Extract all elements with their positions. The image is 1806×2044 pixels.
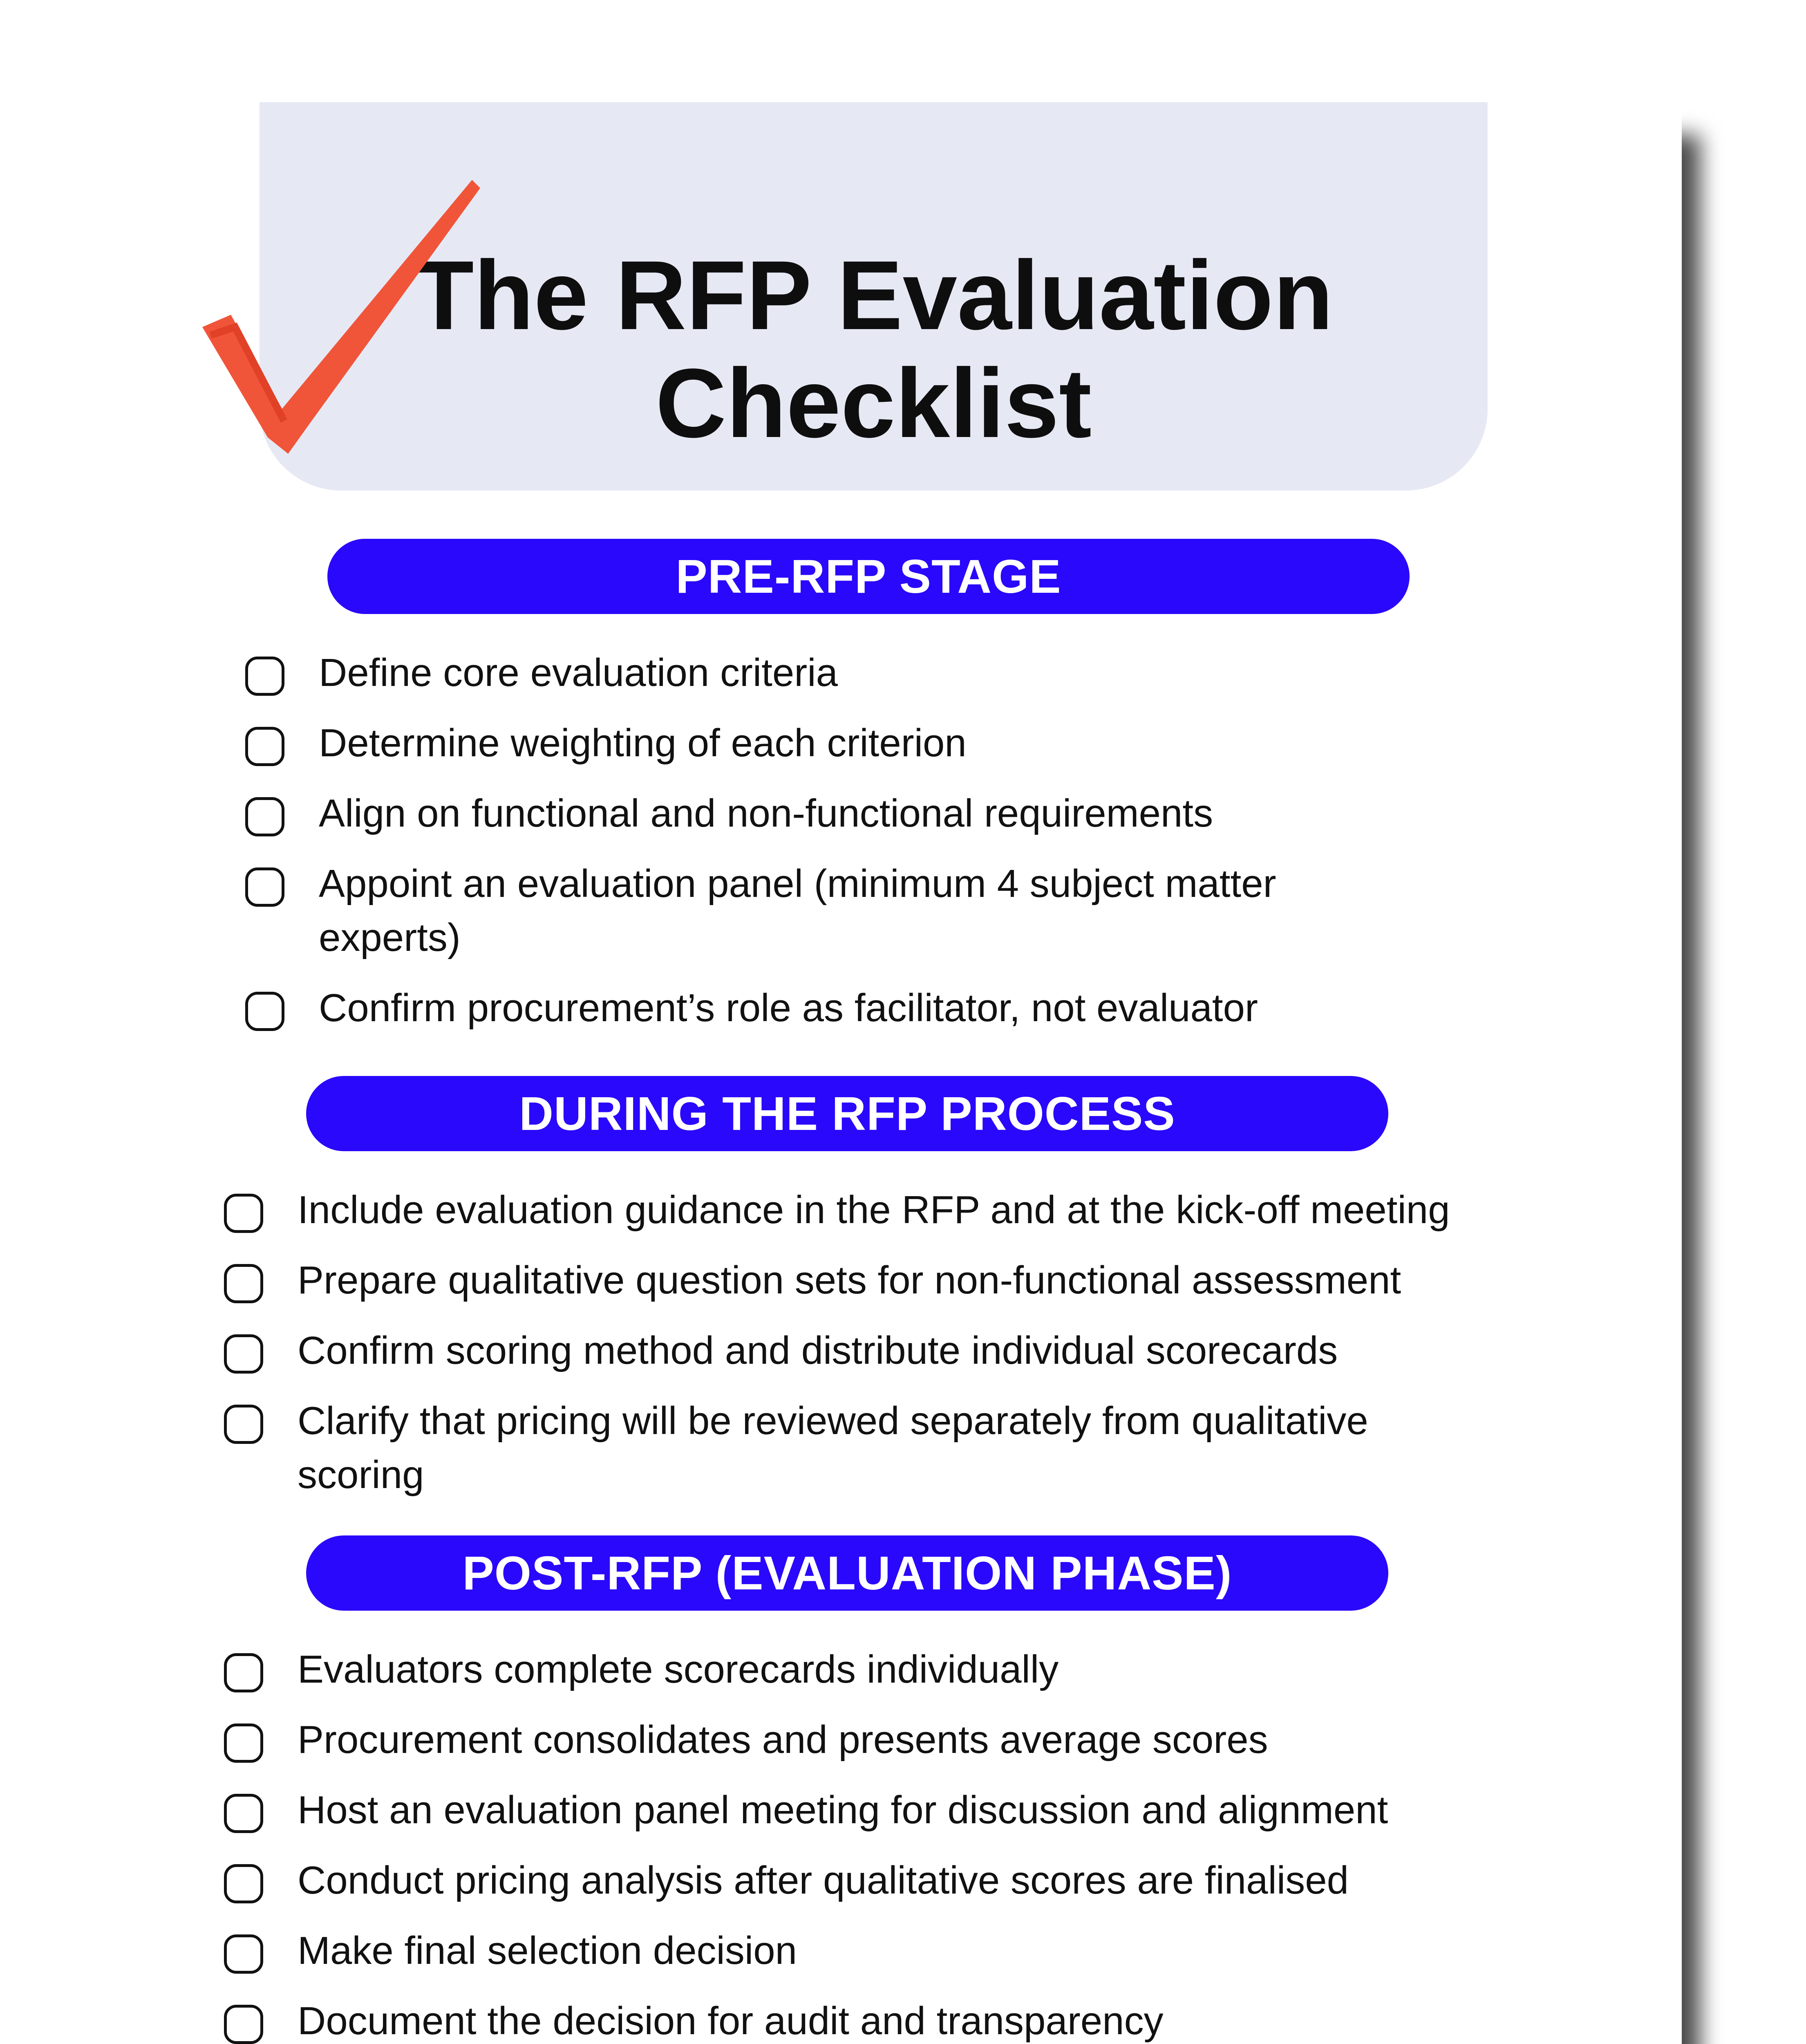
checklist-sheet <box>76 102 1682 2044</box>
checklist-item-text: Determine weighting of each criterion <box>319 721 967 765</box>
checkbox[interactable] <box>224 1794 263 1833</box>
title-line-1: The RFP Evaluation <box>414 240 1334 350</box>
checkbox[interactable] <box>245 657 284 696</box>
checklist-item-text: Confirm procurement’s role as facilitator, not evaluator <box>319 986 1258 1030</box>
checkbox[interactable] <box>224 1653 263 1692</box>
checklist-item-text: Document the decision for audit and transparency <box>298 1999 1164 2043</box>
checkbox[interactable] <box>224 1334 263 1374</box>
checklist-item-text: Appoint an evaluation panel (minimum 4 subject matter experts) <box>319 862 1276 959</box>
section-heading-pre-rfp: PRE-RFP STAGE <box>327 539 1410 614</box>
checklist-item-text: Procurement consolidates and presents average scores <box>298 1718 1268 1762</box>
checkbox[interactable] <box>224 2005 263 2044</box>
checklist-item-text: Host an evaluation panel meeting for discussion and alignment <box>298 1788 1388 1832</box>
checkbox[interactable] <box>224 1724 263 1763</box>
checklist-item-text: Conduct pricing analysis after qualitative scores are finalised <box>298 1858 1349 1902</box>
checkbox[interactable] <box>245 992 284 1031</box>
checklist-item-text: Confirm scoring method and distribute individual scorecards <box>298 1329 1338 1372</box>
checklist-item-text: Define core evaluation criteria <box>319 651 838 695</box>
section-heading-during-rfp: DURING THE RFP PROCESS <box>306 1076 1388 1151</box>
red-checkmark-icon <box>186 172 497 466</box>
checkbox[interactable] <box>224 1934 263 1974</box>
checklist-item-text: Make final selection decision <box>298 1929 797 1972</box>
checkbox[interactable] <box>245 727 284 766</box>
title-line-2: Checklist <box>655 348 1092 458</box>
checklist-item-text: Prepare qualitative question sets for non-functional assessment <box>298 1258 1401 1302</box>
checklist-item-text: Include evaluation guidance in the RFP and at the kick-off meeting <box>298 1188 1450 1232</box>
checkbox[interactable] <box>224 1264 263 1303</box>
checkbox[interactable] <box>224 1405 263 1444</box>
checklist-item-text: Evaluators complete scorecards individually <box>298 1647 1059 1691</box>
checklist-item-text: Align on functional and non-functional requirements <box>319 791 1213 835</box>
checkbox[interactable] <box>245 867 284 907</box>
section-heading-post-rfp: POST-RFP (EVALUATION PHASE) <box>306 1535 1388 1611</box>
checkbox[interactable] <box>224 1194 263 1233</box>
checkbox[interactable] <box>224 1864 263 1903</box>
checkbox[interactable] <box>245 797 284 836</box>
checklist-item-text: Clarify that pricing will be reviewed separately from qualitative scoring <box>298 1399 1368 1497</box>
